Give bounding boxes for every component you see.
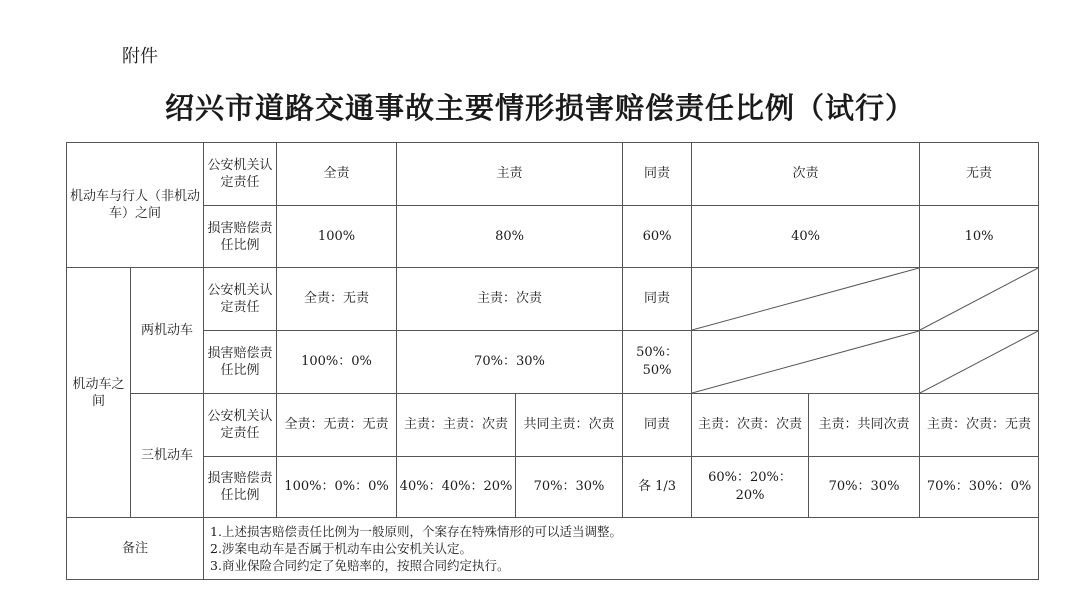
table-cell: 40%：40%：20% <box>397 457 516 518</box>
vehicles-section-label: 机动车之间 <box>67 268 131 518</box>
table-cell: 60%：20%：20% <box>692 457 809 518</box>
table-row <box>67 268 1039 331</box>
pedestrian-section-label: 机动车与行人（非机动车）之间 <box>67 143 204 268</box>
table-cell: 70%：30%：0% <box>920 457 1039 518</box>
responsibility-table <box>66 142 1039 580</box>
comp-ratio-label: 损害赔偿责任比例 <box>204 331 277 394</box>
three-vehicles-label: 三机动车 <box>131 394 204 518</box>
table-cell: 70%：30% <box>809 457 920 518</box>
table-cell: 全责：无责：无责 <box>277 394 397 457</box>
table-cell: 10% <box>920 206 1039 268</box>
table-cell: 100% <box>277 206 397 268</box>
table-cell: 40% <box>692 206 920 268</box>
table-cell: 全责 <box>277 143 397 206</box>
table-cell: 主责：共同次责 <box>809 394 920 457</box>
table-cell: 70%：30% <box>516 457 623 518</box>
table-cell: 次责 <box>692 143 920 206</box>
table-row <box>67 394 1039 457</box>
table-row <box>67 331 1039 394</box>
police-resp-label: 公安机关认定责任 <box>204 268 277 331</box>
two-vehicles-label: 两机动车 <box>131 268 204 394</box>
table-cell: 各 1/3 <box>623 457 692 518</box>
table-cell: 主责：次责：次责 <box>692 394 809 457</box>
note-item: 3.商业保险合同约定了免赔率的，按照合同约定执行。 <box>210 558 510 573</box>
table-cell: 主责：主责：次责 <box>397 394 516 457</box>
table-cell: 共同主责：次责 <box>516 394 623 457</box>
table-cell: 50%：50% <box>623 331 692 394</box>
attachment-label: 附件 <box>122 46 158 67</box>
table-cell: 同责 <box>623 268 692 331</box>
table-cell: 同责 <box>623 143 692 206</box>
table-row <box>67 518 1039 580</box>
diagonal-empty-cell <box>692 268 920 331</box>
table-row <box>67 206 1039 268</box>
comp-ratio-label: 损害赔偿责任比例 <box>204 206 277 268</box>
table-cell: 100%：0% <box>277 331 397 394</box>
diagonal-empty-cell <box>920 268 1039 331</box>
table-row <box>67 457 1039 518</box>
table-row <box>67 143 1039 206</box>
table-cell: 无责 <box>920 143 1039 206</box>
police-resp-label: 公安机关认定责任 <box>204 143 277 206</box>
table-cell: 主责：次责：无责 <box>920 394 1039 457</box>
note-item: 1.上述损害赔偿责任比例为一般原则，个案存在特殊情形的可以适当调整。 <box>210 524 622 539</box>
police-resp-label: 公安机关认定责任 <box>204 394 277 457</box>
diagonal-empty-cell <box>920 331 1039 394</box>
notes-label: 备注 <box>67 518 204 580</box>
notes-content <box>204 518 1039 580</box>
table-cell: 主责：次责 <box>397 268 623 331</box>
page-title: 绍兴市道路交通事故主要情形损害赔偿责任比例（试行） <box>164 91 915 125</box>
table-cell: 100%：0%：0% <box>277 457 397 518</box>
comp-ratio-label: 损害赔偿责任比例 <box>204 457 277 518</box>
table-cell: 主责 <box>397 143 623 206</box>
diagonal-empty-cell <box>692 331 920 394</box>
table-cell: 60% <box>623 206 692 268</box>
note-item: 2.涉案电动车是否属于机动车由公安机关认定。 <box>210 541 472 556</box>
table-cell: 全责：无责 <box>277 268 397 331</box>
table-cell: 80% <box>397 206 623 268</box>
table-cell: 同责 <box>623 394 692 457</box>
table-cell: 70%：30% <box>397 331 623 394</box>
